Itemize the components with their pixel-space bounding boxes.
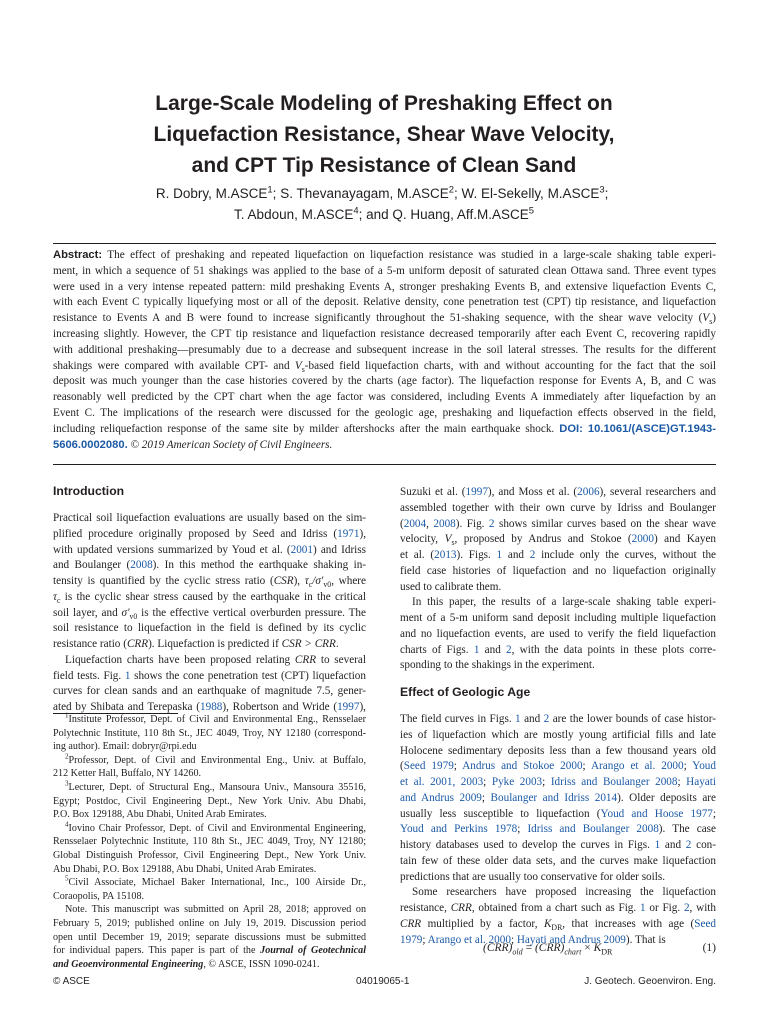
text: to several [316,653,366,666]
abstract-line: reasonably well predicted by the CPT chart when the age factor was considered, including Events A immediately after liquefaction by an [53,391,716,404]
author-name: Q. Huang, Aff.M.ASCE [392,207,529,222]
footnote-line: open until December 19, 2019; separate discussions must be submitted [53,931,366,943]
citation-link[interactable]: 1997 [465,486,488,498]
text-line [53,590,366,606]
math: CSR [273,575,294,587]
abstract-bottom-rule [53,464,716,465]
abstract-line [53,422,716,438]
abstract-label: Abstract: [53,249,103,261]
title-line-3: and CPT Tip Resistance of Clean Sand [191,154,577,177]
text: usually less susceptible to liquefaction ( [400,807,601,820]
text-line: ment of a 5-m uniform sand deposit including multiple liquefaction [400,612,716,624]
text: ). That is [625,933,666,946]
math-sub: s [451,538,455,548]
journal-name: and Geoenvironmental Engineering [53,958,204,970]
citation-link[interactable]: 2008 [130,559,153,572]
author-name: S. Thevanayagam, M.ASCE [280,186,449,201]
text: Lecturer, Dept. of Structural Eng., Mansoura Univ., Mansoura 35516, [68,781,366,793]
text: tensity is quantified by the cyclic stress ratio ( [53,575,274,587]
math: K [593,942,602,954]
text-line: field case histories of liquefaction and no liquefaction originally [400,564,716,577]
text-line [400,901,716,917]
equation-1 [400,942,716,958]
text: ), and Moss et al. ( [487,486,578,498]
vs-symbol: V [294,359,302,372]
author-separator: ; and [358,207,393,222]
text: ). Fig. [455,517,489,530]
text-line [53,527,366,543]
text: ). Older deposits are [617,791,716,804]
footnote-line [53,713,366,727]
author-affiliation: 2 [448,184,455,196]
footnote-line [53,944,366,958]
text: ; [677,776,687,788]
text-line [400,485,716,501]
citation-link[interactable]: Hayati and Andrus 2009 [516,933,626,946]
title-line-2: Liquefaction Resistance, Shear Wave Velocity, [153,123,615,146]
text-line [400,791,716,807]
text: and Boulanger ( [53,559,131,572]
text: Professor, Dept. of Civil and Environmental Eng., Univ. at Buffalo, [68,754,366,766]
footnote-line: ing author). Email: dobryr@rpi.edu [53,741,197,753]
math: (CRR) [534,942,565,954]
citation-link[interactable]: 1997 [337,701,360,713]
author-affiliation: 4 [353,205,359,217]
text: ), several researchers and [599,486,716,498]
citation-link[interactable]: 1979 [400,933,423,946]
math-sub: DR [551,922,563,932]
math: τ [304,575,309,587]
vs-paren-close: ) [712,312,717,325]
text: ated by Shibata and Terepaska ( [53,701,200,713]
citation-link[interactable]: Hayati [686,776,716,788]
abstract-line [53,359,716,375]
text: con- [691,839,716,851]
footnote-mark: 5 [65,874,69,883]
right-column-intro [400,485,716,674]
abstract-line: ment, in which a sequence of 51 shakings was applied to the base of a 5-m uniform deposit of saturated clean Ottawa sand. Three event types [53,264,716,277]
text: charts of Figs. [400,643,474,656]
math-sub: c [57,595,61,605]
text: ) and Idriss [312,543,366,556]
citation-link[interactable]: Arango et al. 2000 [590,760,684,773]
figure-link[interactable]: 2 [683,902,690,914]
text-line [53,606,366,622]
author-line-1 [0,183,768,204]
text: for individual papers. This paper is part of the [53,945,261,957]
abstract-line: with each Event C typically liquefying most or all of the deposit. Relative density, cone penetration test (CPT) tip resistance, and liquefaction [53,296,716,309]
text: ). Figs. [456,549,497,561]
text-line [400,917,716,933]
section-heading-geologic-age: Effect of Geologic Age [400,685,531,699]
abstract-line [53,248,716,264]
text: ). Liquefaction is predicted if [148,638,282,650]
footer-journal: J. Geotech. Geoenviron. Eng. [584,976,716,987]
text: ( [400,760,404,773]
abstract-text: resistance to Events A and B were found to increase significantly throughout the 51-shaking sequence, with the shear wave velocity [53,312,694,325]
text: soil layer, and [53,606,122,619]
section-heading-introduction: Introduction [53,484,125,498]
text: ). The case [658,823,717,836]
citation-link[interactable]: and Andrus 2009 [400,791,482,804]
math: K [543,917,552,930]
text-line [53,543,366,559]
math-sub: v0 [323,580,332,590]
text: resistance ratio ( [53,638,127,650]
author-name: R. Dobry, M.ASCE [155,186,268,201]
footnote-line: Rensselaer Polytechnic Institute, 110 8th St., JEC 4049, Troy, NY 12180; [53,836,366,848]
text-line [400,807,716,823]
footer-left: © ASCE [53,976,90,987]
text-line [400,838,716,854]
text-line [53,637,366,653]
text: , that increases with age ( [562,917,695,930]
footnotes [53,713,366,971]
citation-link[interactable]: Idriss and Boulanger 2008 [527,823,659,836]
citation-link[interactable]: Seed 1979 [403,760,454,773]
abstract-line [53,311,716,327]
footnote-mark: 2 [65,752,69,761]
figure-link[interactable]: 2 [543,713,550,725]
text-line: soil resistance to liquefaction in the field is defined by its cyclic [53,622,366,635]
footnote-mark: 3 [65,779,69,788]
text-line: Practical soil liquefaction evaluations are usually based on the sim- [53,512,366,524]
citation-link[interactable]: Pyke 2003 [491,776,543,788]
abstract-text: -based field liquefaction charts, with and without accounting for the fact that the soil [304,359,716,372]
math: σ′ [121,606,130,619]
text: shows similar curves based on the shear wave [494,517,716,530]
text: Civil Associate, Michael Baker International, Inc., 100 Airside Dr., [68,877,366,889]
citation-link[interactable]: Andrus and Stokoe 2000 [462,760,583,773]
figure-link[interactable]: 1 [124,669,131,682]
citation-link[interactable]: Arango et al. 2000 [427,933,511,946]
text-line [400,532,716,548]
doi-link[interactable]: 10.1061/(ASCE)GT.1943- [587,422,717,435]
text: ). In this method the earthquake shaking in- [152,559,367,572]
text: shows the cone penetration test (CPT) liquefaction [130,669,366,682]
citation-link[interactable]: Boulanger and Idriss 2014 [490,791,618,804]
text: , with the data points in these plots corre- [511,643,716,656]
footnote-line [53,958,366,972]
abstract-text: The effect of preshaking and repeated liquefaction on liquefaction resistance was studied in a large-scale shaking table experi- [107,249,716,261]
text: Liquefaction charts have been proposed relating [65,653,295,666]
footnote-line [53,754,366,768]
text-line [400,643,716,659]
text: history databases used to develop the curves in Figs. [400,839,655,851]
text: are the lower bounds of case histor- [549,713,716,725]
author-name: T. Abdoun, M.ASCE [234,207,354,222]
text-line [53,558,366,574]
math-sub: c [308,580,313,590]
doi-period: . [124,438,128,451]
text: ; [582,760,591,773]
text: ; [453,760,463,773]
text: Iovino Chair Professor, Dept. of Civil and Environmental Engineering, [68,822,366,834]
paper-title [0,88,768,181]
footnote-line: P.O. Box 129188, Abu Dhabi, United Arab Emirates. [53,809,267,821]
figure-link[interactable]: 2 [529,549,536,561]
figure-link[interactable]: 1 [473,643,480,656]
equals-sign: = [522,942,535,954]
text: ) and Kayen [653,533,717,546]
text: ; [542,776,551,788]
author-affiliation: 5 [528,205,534,217]
text: , [426,517,434,530]
text: , where [331,575,366,587]
math: V [444,533,452,546]
doi-link-continued[interactable]: 5606.0002080 [53,438,125,451]
text: with updated versions summarized by Youd et al. ( [53,543,291,556]
text: , with [689,902,717,914]
times-sign: × [581,942,594,954]
author-affiliation: 3 [599,184,605,196]
citation-link[interactable]: Youd and Perkins 1978 [400,823,518,836]
text-line [400,712,716,728]
figure-link[interactable]: 1 [654,839,661,851]
text: field tests. Fig. [53,669,125,682]
footer-page-id: 04019065-1 [356,976,410,987]
footnote-line [53,781,366,795]
text: et al. ( [400,549,435,561]
abstract-line: with additional preshaking—presumably due to a decrease and subsequent increase in the soil lateral stresses. The results for the different [53,343,716,356]
text: ; [510,933,517,946]
math: CSR > CRR [281,638,336,650]
text-line: and no liquefaction events, are used to verify the field liquefaction [400,627,716,640]
math: /σ′ [312,575,324,587]
math-sub: old [512,947,523,957]
text: The field curves in Figs. [400,713,516,725]
text-line: sponding to the shakings in the experiment. [400,659,595,672]
math: CRR [294,653,317,666]
footnote-line: 212 Ketter Hall, Buffalo, NY 14260. [53,768,202,780]
text: Suzuki et al. ( [400,486,466,498]
footnote-line: Coraopolis, PA 15108. [53,890,145,902]
citation-link[interactable]: 1988 [200,701,223,713]
text: multiplied by a factor, [421,917,544,930]
figure-link[interactable]: 1 [496,549,503,561]
text: ; [481,791,491,804]
introduction-body [53,511,366,716]
copyright: © 2019 American Society of Civil Engineers. [130,438,333,451]
text-line: curves for clean sands and an earthquake of magnitude 7.5, gener- [53,685,366,698]
text: . [335,638,339,650]
author-separator: ; [454,186,462,201]
author-name: W. El-Sekelly, M.ASCE [461,186,600,201]
text: include only the curves, without the [535,549,717,561]
abstract-line: deposit was much younger than the case histories covered by the charts (age factor). The liquefaction response for Events A, B, and C was [53,375,716,388]
footnote-line [53,822,366,836]
abstract-line [53,438,716,454]
text: ; [683,760,693,773]
citation-link[interactable]: Seed [694,917,716,930]
journal-name: Journal of Geotechnical [260,945,366,957]
text: is the effective vertical overburden pressure. The [137,606,366,619]
text-line: Holocene sedimentary deposits less than a few thousand years old [400,744,716,757]
footnote-line: Abu Dhabi, P.O. Box 129188, Abu Dhabi, United Arab Emirates. [53,863,317,875]
doi-label: DOI: [559,422,583,435]
citation-link[interactable]: Youd and Hoose 1977 [600,807,713,820]
math-sub: chart [564,947,582,957]
text: resistance, [400,902,451,914]
text: ; [712,807,716,820]
author-list [0,183,768,225]
text-line: In this paper, the results of a large-scale shaking table experi- [412,596,716,609]
text-line: ies of liquefaction which are mostly young artificial fills and late [400,728,716,741]
text: velocity, [400,533,445,546]
figure-link[interactable]: 1 [639,902,646,914]
text: and [520,713,544,725]
figure-link[interactable]: 1 [515,713,521,725]
text: or Fig. [645,902,684,914]
abstract-line: increasing slightly. However, the CPT tip resistance and liquefaction resistance decreased temporarily after each Event C, recovering rapidly [53,327,716,340]
math: (CRR) [483,942,513,954]
text: ; [517,823,528,836]
math: CRR [126,638,149,650]
math-sub: DR [601,947,613,957]
text-line [400,548,716,564]
text-line [400,775,716,791]
text-line [400,517,716,533]
text-line [400,822,716,838]
text-line [400,759,716,775]
figure-link[interactable]: 2 [685,839,692,851]
author-separator: ; [272,186,281,201]
title-line-1: Large-Scale Modeling of Preshaking Effect on [155,92,613,115]
footnote-mark: 4 [65,820,69,829]
text-line: used to calibrate them. [400,580,502,593]
text: , © ASCE, ISSN 1090-0241. [203,958,320,970]
abstract-text: including reliquefaction response of the same site by milder aftershocks after the main earthquake shock. [53,422,555,435]
citation-link[interactable]: 2000 [631,533,654,546]
footnote-line: Global Distinguish Professor, Civil Engineering Dept., New York Univ. [53,849,366,861]
citation-link[interactable]: et al. 2001, 2003 [400,776,484,788]
text: ( [400,517,404,530]
citation-link[interactable]: 1971 [337,527,360,540]
text: , obtained from a chart such as Fig. [471,902,640,914]
vs-paren-open: ( [698,312,703,325]
text: is the cyclic shear stress caused by the earthquake in the critical [60,590,366,603]
text: ), [293,575,305,587]
citation-link[interactable]: 2001 [290,543,313,556]
text: and [479,643,507,656]
author-separator: ; [604,186,613,201]
text-line: Some researchers have proposed increasing the liquefaction [412,886,716,899]
text: ), [359,701,366,713]
author-line-2 [0,204,768,225]
text-line [53,574,366,590]
footnote-line: Polytechnic Institute, 110 8th St., JEC 4049, Troy, NY 12180 (correspond- [53,727,366,739]
text-line [53,669,366,685]
text-line: assembled together with their own curve by Idriss and Boulanger [400,501,716,514]
abstract-line: were used in a very intense repeated pattern: mild preshaking Events A, stronger preshaking Events B, and extensive liquefaction Events C, [53,280,716,293]
footnote-line [53,876,366,890]
citation-link[interactable]: 2006 [577,486,600,498]
author-affiliation: 1 [267,184,273,196]
figure-link[interactable]: 2 [488,517,495,530]
math-sub: v0 [129,611,138,621]
citation-link[interactable]: 2008 [433,517,456,530]
equation-expression [483,942,613,957]
footnote-line: Egypt; Postdoc, Civil Engineering Dept., New York Univ. Abu Dhabi, [53,795,366,807]
vs-subscript: s [709,317,713,327]
equation-number: (1) [702,942,716,954]
text: and [502,549,530,561]
abstract-text: shakings were compared with available CPT- and [53,359,290,372]
text-line: predictions that are usually too conservative for older soils. [400,870,666,883]
math: τ [53,590,58,603]
text-line [53,653,366,669]
vs-symbol: V [702,312,710,325]
text: Institute Professor, Dept. of Civil and Environmental Eng., Rensselaer [68,714,366,725]
math: CRR [450,902,472,914]
text: plified procedure originally proposed by Seed and Idriss ( [53,527,338,540]
text: , proposed by Andrus and Stokoe ( [454,533,632,546]
figure-link[interactable]: 2 [506,643,512,656]
vs-subscript: s [301,364,305,374]
math: CRR [400,917,422,930]
citation-link[interactable]: 2013 [434,549,457,561]
footnote-mark: 1 [65,711,69,720]
footnote-line: Note. This manuscript was submitted on April 28, 2018; approved on [65,904,366,916]
abstract [53,248,716,453]
abstract-top-rule [53,243,716,244]
text: ), [359,527,366,540]
citation-link[interactable]: Youd [692,760,716,773]
text: ), Robertson and Wride ( [222,701,338,713]
text: ; [422,933,428,946]
citation-link[interactable]: Idriss and Boulanger 2008 [550,776,678,788]
text-line: tain few of these older data sets, and the curves make liquefaction [400,854,716,867]
text: and [660,839,686,851]
footnote-line: February 5, 2019; published online on July 19, 2019. Discussion period [53,917,366,929]
abstract-line: Event C. The implications of the research were discussed for the geologic age, preshaking and liquefaction effects observed in the field, [53,406,716,419]
citation-link[interactable]: 2004 [403,517,427,530]
text: ; [483,776,492,788]
geologic-age-body [400,712,716,948]
